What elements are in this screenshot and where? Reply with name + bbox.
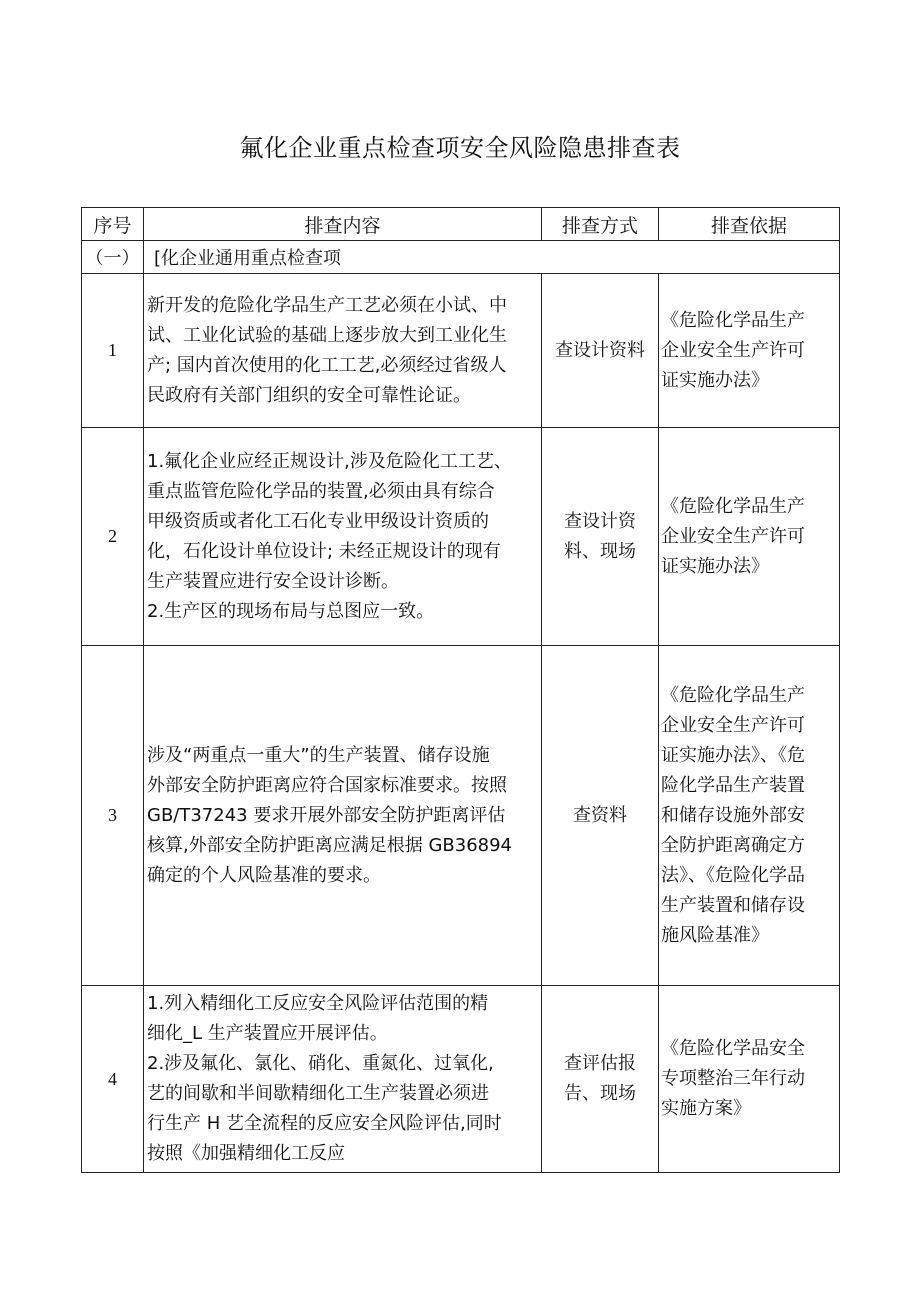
section-no: （一） [82,241,144,274]
table-row [82,986,840,1173]
section-title: [化企业通用重点检查项 [144,241,840,274]
content-line: 重点监管危险化学品的装置,必须由具有综合 [147,480,495,502]
method-line: 查设计资料 [555,339,645,361]
basis-line: 企业安全生产许可 [661,525,805,547]
content-line: GB/T37243 要求开展外部安全防护距离评估 [147,804,506,826]
row-basis [659,274,840,428]
row-basis [659,428,840,646]
content-line: 试、工业化试验的基础上逐步放大到工业化生 [147,324,507,346]
basis-line: 和储存设施外部安 [661,804,805,826]
basis-line: 专项整治三年行动 [661,1068,805,1089]
method-line: 告、现场 [564,1083,636,1104]
row-method [542,986,659,1173]
content-line: 核算,外部安全防护距离应满足根据 GB36894 [147,834,512,856]
content-line: 细化_L 生产装置应开展评估。 [147,1023,388,1044]
content-line: 1.列入精细化工反应安全风险评估范围的精 [147,993,489,1014]
section-row [82,241,840,274]
content-line: 1.氟化企业应经正规设计,涉及危险化工工艺、 [147,450,512,472]
row-basis [659,986,840,1173]
basis-line: 《危险化学品生产 [661,309,805,331]
row-no: 2 [82,428,144,646]
basis-line: 证实施办法》、《危 [661,744,805,766]
row-content [144,428,542,646]
row-method [542,646,659,986]
table-row [82,646,840,986]
content-line: 甲级资质或者化工石化专业甲级设计资质的 [147,510,489,532]
row-method [542,428,659,646]
basis-line: 证实施办法》 [661,369,769,391]
basis-line: 证实施办法》 [661,555,769,577]
content-line: 生产装置应进行安全设计诊断。 [147,570,399,592]
table-row [82,428,840,646]
content-line: 产; 国内首次使用的化工工艺,必须经过省级人 [147,354,507,376]
content-line: 新开发的危险化学品生产工艺必须在小试、中 [147,294,507,316]
row-no: 1 [82,274,144,428]
content-line: 外部安全防护距离应符合国家标准要求。按照 [147,774,507,796]
inspection-table [81,207,840,1173]
basis-line: 企业安全生产许可 [661,339,805,361]
basis-line: 实施方案》 [661,1098,751,1119]
method-line: 料、现场 [564,540,636,562]
basis-line: 《危险化学品生产 [661,684,805,706]
basis-line: 《危险化学品生产 [661,495,805,517]
row-content [144,274,542,428]
table-header-row [82,208,840,241]
header-content: 排查内容 [144,208,542,241]
row-content [144,646,542,986]
basis-line: 险化学品生产装置 [661,774,805,796]
basis-line: 全防护距离确定方 [661,834,805,856]
header-basis: 排查依据 [659,208,840,241]
content-line: 2.涉及氟化、氯化、硝化、重氮化、过氧化, [147,1053,494,1074]
content-line: 民政府有关部门组织的安全可靠性论证。 [147,384,471,406]
row-content [144,986,542,1173]
basis-line: 企业安全生产许可 [661,714,805,736]
table-row [82,274,840,428]
content-line: 艺的间歇和半间歇精细化工生产装置必须进 [147,1083,489,1104]
method-line: 查资料 [573,804,627,826]
basis-line: 生产装置和储存设 [661,894,805,916]
content-line: 行生产 H 艺全流程的反应安全风险评估,同时 [147,1113,502,1134]
row-basis [659,646,840,986]
header-no: 序号 [82,208,144,241]
basis-line: 施风险基准》 [661,924,769,946]
header-method: 排查方式 [542,208,659,241]
method-line: 查评估报 [564,1053,636,1074]
row-no: 3 [82,646,144,986]
content-line: 涉及“两重点一重大”的生产装置、储存设施 [147,744,490,766]
content-line: 按照《加强精细化工反应 [147,1143,345,1164]
content-line: 2.生产区的现场布局与总图应一致。 [147,600,435,622]
basis-line: 《危险化学品安全 [661,1038,805,1059]
page-title: 氟化企业重点检查项安全风险隐患排查表 [239,134,681,162]
basis-line: 法》、《危险化学品 [661,864,805,886]
content-line: 化，石化设计单位设计; 未经正规设计的现有 [147,540,501,562]
row-method [542,274,659,428]
method-line: 查设计资 [564,510,636,532]
content-line: 确定的个人风险基准的要求。 [147,864,381,886]
row-no: 4 [82,986,144,1173]
